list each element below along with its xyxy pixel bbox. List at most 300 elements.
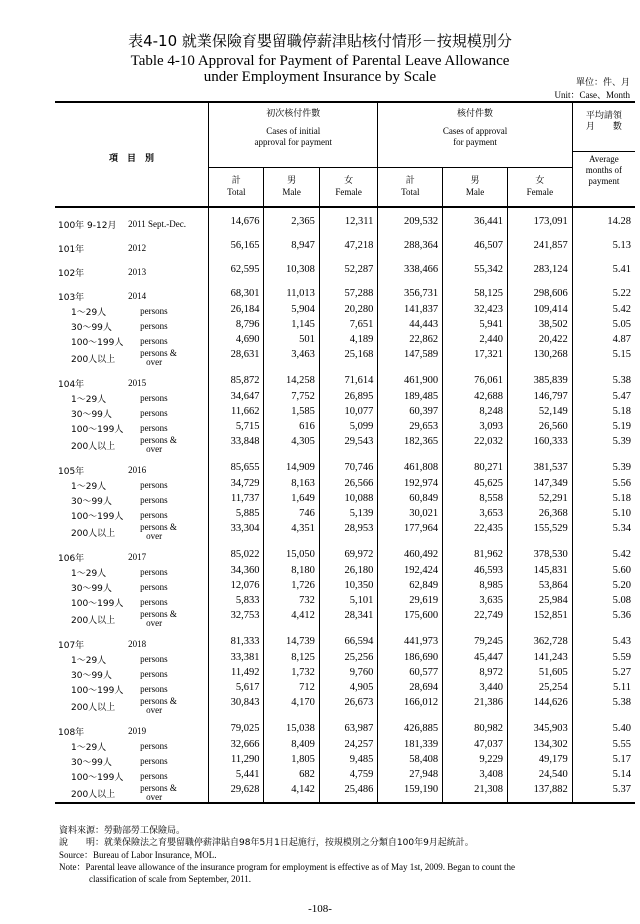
cell-approval-total: 209,532 bbox=[378, 216, 443, 232]
cell-initial-male: 7,752 bbox=[264, 391, 319, 406]
row-label-en-text: 2018 bbox=[128, 638, 147, 649]
cell-initial-female: 57,288 bbox=[319, 288, 378, 304]
cell-initial-female: 26,895 bbox=[319, 391, 378, 406]
cell-initial-total: 33,848 bbox=[209, 436, 264, 454]
row-label-zh: 108年 bbox=[58, 727, 85, 738]
cell-approval-female: 25,984 bbox=[507, 595, 572, 610]
cell-avg-months: 5.40 bbox=[572, 723, 635, 739]
cell-avg-months: 5.20 bbox=[572, 580, 635, 595]
cell-approval-female: 134,302 bbox=[507, 739, 572, 754]
table-title-en-line1: Table 4-10 Approval for Payment of Parental Leave Allowance bbox=[130, 53, 510, 69]
table-body bbox=[55, 207, 635, 806]
cell-avg-months: 5.37 bbox=[572, 784, 635, 803]
table-row-year bbox=[55, 264, 635, 280]
cell-approval-male: 3,093 bbox=[443, 421, 508, 436]
cell-approval-total: 356,731 bbox=[378, 288, 443, 304]
row-label-en-text: persons bbox=[140, 321, 168, 331]
cell-approval-total: 182,365 bbox=[378, 436, 443, 454]
table-row-year bbox=[55, 216, 635, 232]
item-header bbox=[55, 102, 209, 207]
cell-approval-female: 155,529 bbox=[507, 523, 572, 541]
cell-initial-total: 34,360 bbox=[209, 565, 264, 580]
cell-initial-female: 4,905 bbox=[319, 682, 378, 697]
avg-months-en-3: payment bbox=[588, 176, 620, 186]
row-spacer bbox=[55, 628, 635, 636]
unit-label-en: Unit：Case、Month bbox=[554, 90, 630, 100]
cell-approval-male: 46,507 bbox=[443, 240, 508, 256]
cell-approval-male: 45,447 bbox=[443, 652, 508, 667]
col-initial-male: 男 Male bbox=[264, 168, 319, 208]
row-label-en bbox=[128, 697, 208, 715]
cell-avg-months: 5.19 bbox=[572, 421, 635, 436]
cell-initial-male: 5,904 bbox=[264, 304, 319, 319]
cell-approval-male: 3,440 bbox=[443, 682, 508, 697]
row-label-en bbox=[128, 784, 208, 803]
cell-initial-male: 4,142 bbox=[264, 784, 319, 803]
row-label-zh: 30～99人 bbox=[71, 323, 112, 333]
cell-approval-total: 186,690 bbox=[378, 652, 443, 667]
cell-initial-total: 34,729 bbox=[209, 478, 264, 493]
cell-approval-total: 181,339 bbox=[378, 739, 443, 754]
cell-approval-male: 47,037 bbox=[443, 739, 508, 754]
cell-approval-total: 44,443 bbox=[378, 319, 443, 334]
row-label-en bbox=[128, 304, 208, 319]
table-row-scale bbox=[55, 304, 635, 319]
cell-avg-months: 14.28 bbox=[572, 216, 635, 232]
cell-initial-total: 12,076 bbox=[209, 580, 264, 595]
cell-approval-total: 27,948 bbox=[378, 769, 443, 784]
col-initial-total: 計 Total bbox=[209, 168, 264, 208]
cell-initial-male: 4,170 bbox=[264, 697, 319, 715]
row-label-en bbox=[128, 436, 208, 454]
row-label-en-text: 2015 bbox=[128, 377, 147, 388]
table-row-scale bbox=[55, 739, 635, 754]
cell-initial-total: 79,025 bbox=[209, 723, 264, 739]
cell-approval-female: 160,333 bbox=[507, 436, 572, 454]
cell-approval-total: 147,589 bbox=[378, 349, 443, 367]
cell-approval-male: 32,423 bbox=[443, 304, 508, 319]
cell-avg-months: 5.14 bbox=[572, 769, 635, 784]
cell-approval-total: 58,408 bbox=[378, 754, 443, 769]
row-label-zh: 30～99人 bbox=[71, 758, 112, 768]
row-label-zh: 100～199人 bbox=[71, 425, 124, 435]
cell-initial-female: 5,099 bbox=[319, 421, 378, 436]
table-row-year bbox=[55, 375, 635, 391]
cell-initial-female: 25,486 bbox=[319, 784, 378, 803]
table-row-scale bbox=[55, 769, 635, 784]
cell-approval-male: 5,941 bbox=[443, 319, 508, 334]
row-label-en-text: persons & bbox=[140, 609, 177, 619]
table-row-year bbox=[55, 240, 635, 256]
cell-initial-male: 1,649 bbox=[264, 493, 319, 508]
row-label-en-text: persons bbox=[140, 306, 168, 316]
cell-initial-female: 12,311 bbox=[319, 216, 378, 232]
cell-initial-total: 11,290 bbox=[209, 754, 264, 769]
cell-initial-male: 616 bbox=[264, 421, 319, 436]
row-label-en-text: persons bbox=[140, 423, 168, 433]
row-label-en bbox=[128, 240, 208, 256]
cell-avg-months: 5.34 bbox=[572, 523, 635, 541]
row-label-en bbox=[128, 375, 208, 391]
cell-initial-female: 29,543 bbox=[319, 436, 378, 454]
cell-avg-months: 5.10 bbox=[572, 508, 635, 523]
cell-approval-total: 60,397 bbox=[378, 406, 443, 421]
cell-approval-total: 441,973 bbox=[378, 636, 443, 652]
cell-approval-female: 362,728 bbox=[507, 636, 572, 652]
table-row-year bbox=[55, 549, 635, 565]
cell-avg-months: 5.60 bbox=[572, 565, 635, 580]
table-row-scale bbox=[55, 682, 635, 697]
row-label-en-text: 2017 bbox=[128, 551, 147, 562]
cell-approval-female: 381,537 bbox=[507, 462, 572, 478]
cell-approval-total: 288,364 bbox=[378, 240, 443, 256]
cell-initial-female: 9,760 bbox=[319, 667, 378, 682]
row-label-zh: 30～99人 bbox=[71, 671, 112, 681]
cell-approval-total: 22,862 bbox=[378, 334, 443, 349]
cell-initial-male: 11,013 bbox=[264, 288, 319, 304]
cell-approval-total: 461,808 bbox=[378, 462, 443, 478]
row-label-zh: 103年 bbox=[58, 292, 85, 303]
row-label-zh: 100年 9-12月 bbox=[58, 220, 117, 231]
cell-initial-male: 4,305 bbox=[264, 436, 319, 454]
row-label-en-text: 2016 bbox=[128, 464, 147, 475]
row-label-en-text-2: over bbox=[146, 618, 163, 628]
approval-en-2: for payment bbox=[453, 137, 497, 147]
row-label-zh: 100～199人 bbox=[71, 599, 124, 609]
row-label-en-text-2: over bbox=[146, 705, 163, 715]
avg-months-en-1: Average bbox=[588, 154, 619, 164]
cell-initial-male: 15,050 bbox=[264, 549, 319, 565]
cell-approval-female: 378,530 bbox=[507, 549, 572, 565]
cell-initial-total: 68,301 bbox=[209, 288, 264, 304]
table-row-scale bbox=[55, 508, 635, 523]
cell-initial-female: 25,168 bbox=[319, 349, 378, 367]
row-label-zh: 104年 bbox=[58, 379, 85, 390]
cell-approval-male: 45,625 bbox=[443, 478, 508, 493]
row-label-en-text: persons bbox=[140, 510, 168, 520]
row-label-zh: 100～199人 bbox=[71, 686, 124, 696]
row-label-en-text: persons & bbox=[140, 348, 177, 358]
cell-approval-total: 192,974 bbox=[378, 478, 443, 493]
initial-approval-zh: 初次核付件數 bbox=[266, 109, 321, 119]
table-row-scale bbox=[55, 478, 635, 493]
row-label-en-text: persons bbox=[140, 480, 168, 490]
row-label-zh: 200人以上 bbox=[71, 615, 116, 626]
table-row-scale bbox=[55, 580, 635, 595]
table-row-scale bbox=[55, 334, 635, 349]
row-label-zh: 1～29人 bbox=[71, 395, 107, 405]
cell-initial-female: 28,341 bbox=[319, 610, 378, 628]
row-label-en bbox=[128, 319, 208, 334]
cell-approval-male: 9,229 bbox=[443, 754, 508, 769]
cell-initial-female: 25,256 bbox=[319, 652, 378, 667]
cell-initial-male: 8,125 bbox=[264, 652, 319, 667]
row-label-en-text: 2014 bbox=[128, 290, 147, 301]
row-label-en bbox=[128, 406, 208, 421]
row-label-en bbox=[128, 769, 208, 784]
cell-initial-male: 682 bbox=[264, 769, 319, 784]
item-header-zh: 項 目 別 bbox=[109, 154, 155, 164]
cell-approval-female: 49,179 bbox=[507, 754, 572, 769]
row-label-zh: 200人以上 bbox=[71, 702, 116, 713]
cell-avg-months: 5.59 bbox=[572, 652, 635, 667]
table-row-scale bbox=[55, 349, 635, 367]
table-row-scale bbox=[55, 319, 635, 334]
row-label-en-text: persons bbox=[140, 756, 168, 766]
cell-approval-male: 8,985 bbox=[443, 580, 508, 595]
row-spacer bbox=[55, 207, 635, 216]
table-row-scale bbox=[55, 436, 635, 454]
cell-initial-total: 29,628 bbox=[209, 784, 264, 803]
cell-avg-months: 5.27 bbox=[572, 667, 635, 682]
cell-initial-female: 4,189 bbox=[319, 334, 378, 349]
cell-approval-female: 144,626 bbox=[507, 697, 572, 715]
cell-initial-male: 10,308 bbox=[264, 264, 319, 280]
cell-initial-male: 14,909 bbox=[264, 462, 319, 478]
row-spacer bbox=[55, 367, 635, 375]
cell-approval-total: 461,900 bbox=[378, 375, 443, 391]
cell-approval-total: 338,466 bbox=[378, 264, 443, 280]
row-label-en bbox=[128, 549, 208, 565]
row-label-en bbox=[128, 478, 208, 493]
row-label-en-text: persons bbox=[140, 597, 168, 607]
cell-initial-female: 52,287 bbox=[319, 264, 378, 280]
row-label-en bbox=[128, 682, 208, 697]
cell-approval-male: 8,248 bbox=[443, 406, 508, 421]
cell-initial-total: 32,666 bbox=[209, 739, 264, 754]
row-label-en bbox=[128, 580, 208, 595]
row-label-en bbox=[128, 652, 208, 667]
cell-approval-total: 175,600 bbox=[378, 610, 443, 628]
row-label-zh: 200人以上 bbox=[71, 354, 116, 365]
cell-initial-male: 14,258 bbox=[264, 375, 319, 391]
cell-initial-female: 10,350 bbox=[319, 580, 378, 595]
cell-initial-male: 746 bbox=[264, 508, 319, 523]
cell-initial-total: 30,843 bbox=[209, 697, 264, 715]
row-label-en-text: persons bbox=[140, 741, 168, 751]
table-row-scale bbox=[55, 493, 635, 508]
cell-approval-female: 173,091 bbox=[507, 216, 572, 232]
cell-initial-male: 1,805 bbox=[264, 754, 319, 769]
cell-initial-female: 4,759 bbox=[319, 769, 378, 784]
cell-initial-male: 8,180 bbox=[264, 565, 319, 580]
cell-initial-male: 1,732 bbox=[264, 667, 319, 682]
cell-initial-total: 8,796 bbox=[209, 319, 264, 334]
row-label-zh: 30～99人 bbox=[71, 497, 112, 507]
row-label-en-text-2: over bbox=[146, 357, 163, 367]
row-label-zh: 1～29人 bbox=[71, 569, 107, 579]
table-row-year bbox=[55, 636, 635, 652]
row-label-en bbox=[128, 754, 208, 769]
cell-avg-months: 5.39 bbox=[572, 436, 635, 454]
cell-approval-total: 62,849 bbox=[378, 580, 443, 595]
cell-initial-total: 5,617 bbox=[209, 682, 264, 697]
row-label-en bbox=[128, 334, 208, 349]
cell-approval-total: 460,492 bbox=[378, 549, 443, 565]
cell-avg-months: 5.11 bbox=[572, 682, 635, 697]
table-bottom-rule bbox=[55, 803, 635, 806]
cell-approval-female: 145,831 bbox=[507, 565, 572, 580]
cell-approval-male: 17,321 bbox=[443, 349, 508, 367]
row-label-en bbox=[128, 667, 208, 682]
cell-initial-female: 20,280 bbox=[319, 304, 378, 319]
cell-avg-months: 5.05 bbox=[572, 319, 635, 334]
table-row-year bbox=[55, 288, 635, 304]
cell-approval-female: 241,857 bbox=[507, 240, 572, 256]
cell-initial-total: 11,737 bbox=[209, 493, 264, 508]
cell-approval-total: 29,619 bbox=[378, 595, 443, 610]
cell-avg-months: 5.17 bbox=[572, 754, 635, 769]
cell-initial-female: 66,594 bbox=[319, 636, 378, 652]
row-label-en-text: persons bbox=[140, 567, 168, 577]
cell-avg-months: 4.87 bbox=[572, 334, 635, 349]
row-label-en bbox=[128, 508, 208, 523]
row-label-en-text: 2011 Sept.-Dec. bbox=[128, 218, 187, 229]
row-label-en bbox=[128, 391, 208, 406]
cell-initial-male: 1,726 bbox=[264, 580, 319, 595]
row-label-en bbox=[128, 565, 208, 580]
row-label-en bbox=[128, 723, 208, 739]
row-label-zh: 102年 bbox=[58, 268, 85, 279]
cell-approval-female: 38,502 bbox=[507, 319, 572, 334]
row-label-en-text: persons bbox=[140, 393, 168, 403]
table-row-scale bbox=[55, 523, 635, 541]
row-label-zh: 200人以上 bbox=[71, 528, 116, 539]
cell-avg-months: 5.55 bbox=[572, 739, 635, 754]
row-label-zh: 200人以上 bbox=[71, 441, 116, 452]
cell-avg-months: 5.15 bbox=[572, 349, 635, 367]
initial-approval-group-header bbox=[209, 102, 378, 168]
cell-initial-female: 26,180 bbox=[319, 565, 378, 580]
row-label-zh: 30～99人 bbox=[71, 584, 112, 594]
cell-approval-total: 189,485 bbox=[378, 391, 443, 406]
row-label-zh: 1～29人 bbox=[71, 656, 107, 666]
table-row-year bbox=[55, 462, 635, 478]
source-zh: 資料來源：勞動部勞工保險局。 bbox=[59, 826, 186, 836]
cell-approval-total: 60,577 bbox=[378, 667, 443, 682]
table-row-scale bbox=[55, 421, 635, 436]
row-label-en-text: persons bbox=[140, 495, 168, 505]
table-row-scale bbox=[55, 652, 635, 667]
cell-avg-months: 5.43 bbox=[572, 636, 635, 652]
notes bbox=[59, 825, 515, 885]
row-label-en-text: persons bbox=[140, 771, 168, 781]
row-label-zh: 1～29人 bbox=[71, 482, 107, 492]
cell-initial-total: 14,676 bbox=[209, 216, 264, 232]
cell-initial-female: 70,746 bbox=[319, 462, 378, 478]
cell-initial-male: 1,145 bbox=[264, 319, 319, 334]
cell-initial-female: 10,088 bbox=[319, 493, 378, 508]
cell-initial-female: 10,077 bbox=[319, 406, 378, 421]
cell-approval-female: 51,605 bbox=[507, 667, 572, 682]
cell-initial-male: 15,038 bbox=[264, 723, 319, 739]
row-label-zh: 1～29人 bbox=[71, 308, 107, 318]
row-label-en-text: 2012 bbox=[128, 242, 147, 253]
row-spacer bbox=[55, 256, 635, 264]
row-label-en-text: persons bbox=[140, 408, 168, 418]
col-approval-male: 男 Male bbox=[443, 168, 508, 208]
row-label-en bbox=[128, 264, 208, 280]
cell-initial-total: 5,885 bbox=[209, 508, 264, 523]
row-spacer bbox=[55, 280, 635, 288]
cell-initial-total: 28,631 bbox=[209, 349, 264, 367]
initial-approval-en-2: approval for payment bbox=[254, 137, 332, 147]
cell-avg-months: 5.18 bbox=[572, 493, 635, 508]
table-header bbox=[55, 102, 635, 207]
cell-initial-female: 63,987 bbox=[319, 723, 378, 739]
table-row-scale bbox=[55, 610, 635, 628]
cell-approval-female: 109,414 bbox=[507, 304, 572, 319]
table-row-scale bbox=[55, 406, 635, 421]
row-label-en-text-2: over bbox=[146, 444, 163, 454]
cell-initial-male: 4,351 bbox=[264, 523, 319, 541]
cell-approval-female: 53,864 bbox=[507, 580, 572, 595]
col-approval-female: 女 Female bbox=[507, 168, 572, 208]
table-title-en-line2: under Employment Insurance by Scale bbox=[203, 69, 437, 85]
cell-initial-male: 1,585 bbox=[264, 406, 319, 421]
cell-initial-female: 5,139 bbox=[319, 508, 378, 523]
cell-approval-male: 80,271 bbox=[443, 462, 508, 478]
cell-approval-total: 141,837 bbox=[378, 304, 443, 319]
row-label-en-text: 2013 bbox=[128, 266, 147, 277]
cell-initial-female: 26,566 bbox=[319, 478, 378, 493]
row-label-zh: 200人以上 bbox=[71, 789, 116, 800]
cell-approval-male: 22,435 bbox=[443, 523, 508, 541]
cell-initial-total: 11,662 bbox=[209, 406, 264, 421]
cell-initial-total: 85,872 bbox=[209, 375, 264, 391]
cell-approval-male: 46,593 bbox=[443, 565, 508, 580]
row-label-en bbox=[128, 636, 208, 652]
row-label-zh: 30～99人 bbox=[71, 410, 112, 420]
row-label-en bbox=[128, 493, 208, 508]
row-label-zh: 101年 bbox=[58, 244, 85, 255]
cell-initial-male: 8,409 bbox=[264, 739, 319, 754]
avg-months-zh-1: 平均請領 bbox=[585, 111, 622, 121]
cell-avg-months: 5.38 bbox=[572, 697, 635, 715]
cell-initial-male: 4,412 bbox=[264, 610, 319, 628]
cell-avg-months: 5.41 bbox=[572, 264, 635, 280]
row-label-en bbox=[128, 523, 208, 541]
row-label-en-text-2: over bbox=[146, 792, 163, 802]
cell-initial-total: 11,492 bbox=[209, 667, 264, 682]
cell-initial-total: 81,333 bbox=[209, 636, 264, 652]
cell-approval-total: 29,653 bbox=[378, 421, 443, 436]
cell-approval-total: 30,021 bbox=[378, 508, 443, 523]
cell-initial-total: 85,022 bbox=[209, 549, 264, 565]
cell-approval-female: 52,149 bbox=[507, 406, 572, 421]
table-row-scale bbox=[55, 784, 635, 803]
cell-initial-male: 501 bbox=[264, 334, 319, 349]
cell-approval-male: 21,386 bbox=[443, 697, 508, 715]
cell-initial-female: 71,614 bbox=[319, 375, 378, 391]
cell-approval-male: 8,972 bbox=[443, 667, 508, 682]
col-approval-total: 計 Total bbox=[378, 168, 443, 208]
table-row-scale bbox=[55, 697, 635, 715]
row-spacer bbox=[55, 232, 635, 240]
cell-approval-male: 76,061 bbox=[443, 375, 508, 391]
cell-initial-female: 47,218 bbox=[319, 240, 378, 256]
cell-approval-male: 80,982 bbox=[443, 723, 508, 739]
data-table bbox=[55, 101, 635, 806]
cell-approval-male: 81,962 bbox=[443, 549, 508, 565]
cell-avg-months: 5.08 bbox=[572, 595, 635, 610]
note-en-2: classification of scale from September, 2011. bbox=[89, 874, 252, 884]
cell-initial-total: 26,184 bbox=[209, 304, 264, 319]
cell-initial-male: 14,739 bbox=[264, 636, 319, 652]
avg-months-header bbox=[572, 102, 635, 207]
row-label-en bbox=[128, 349, 208, 367]
cell-initial-total: 32,753 bbox=[209, 610, 264, 628]
